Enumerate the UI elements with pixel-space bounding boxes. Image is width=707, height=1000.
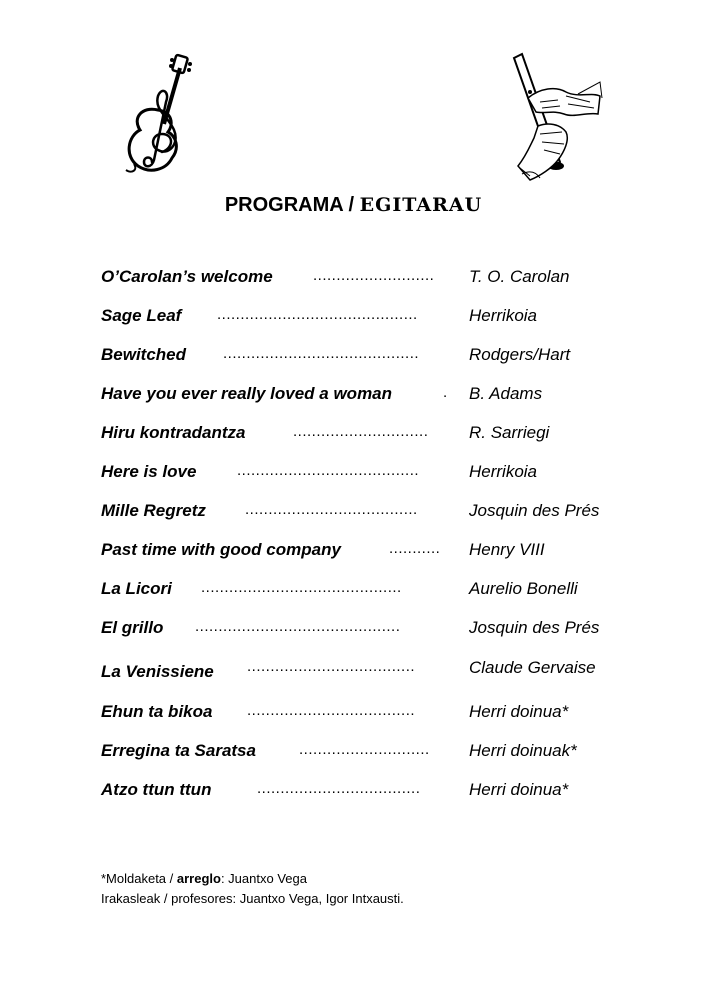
leader-dots: .......................................	[237, 462, 420, 479]
composer: Herrikoia	[469, 306, 538, 325]
arrangement-note	[101, 871, 307, 886]
leader-dots: ............................................	[195, 618, 401, 635]
program-row	[101, 702, 621, 728]
piece-title: El grillo	[101, 618, 164, 637]
program-row	[101, 658, 621, 684]
leader-dots: ...........	[389, 540, 441, 557]
composer: Herri doinua*	[469, 702, 569, 721]
program-row	[101, 384, 621, 410]
arrangement-bold: arreglo	[176, 871, 221, 886]
program-row	[101, 618, 621, 644]
program-row	[101, 306, 621, 332]
composer: B. Adams	[469, 384, 543, 403]
program-row	[101, 741, 621, 767]
composer: Rodgers/Hart	[469, 345, 571, 364]
piece-title: Hiru kontradantza	[101, 423, 246, 442]
piece-title: Mille Regretz	[101, 501, 206, 520]
composer: Henry VIII	[469, 540, 545, 559]
program-row	[101, 345, 621, 371]
composer: Aurelio Bonelli	[469, 579, 578, 598]
piece-title: O’Carolan’s welcome	[101, 267, 273, 286]
composer: Herri doinua*	[469, 780, 569, 799]
composer: Josquin des Prés	[469, 618, 600, 637]
program-title	[0, 194, 707, 217]
piece-title: Have you ever really loved a woman	[101, 384, 393, 403]
piece-title: Sage Leaf	[101, 306, 182, 325]
program-row	[101, 267, 621, 293]
composer: R. Sarriegi	[469, 423, 550, 442]
leader-dots: ....................................	[247, 702, 416, 719]
piece-title: Ehun ta bikoa	[101, 702, 213, 721]
piece-title: La Licori	[101, 579, 172, 598]
leader-dots: ...........................................	[201, 579, 402, 596]
piece-title: Atzo ttun ttun	[101, 780, 212, 799]
piece-title: Erregina ta Saratsa	[101, 741, 256, 760]
leader-dots: ..........................................	[223, 345, 420, 362]
title-basque: EGITARAU	[359, 194, 483, 216]
arrangement-suffix: : Juantxo Vega	[220, 871, 307, 886]
program-row	[101, 780, 621, 806]
leader-dots: .............................	[293, 423, 429, 440]
arrangement-prefix: *Moldaketa /	[101, 871, 177, 886]
composer: Herri doinuak*	[469, 741, 577, 760]
piece-title: Past time with good company	[101, 540, 341, 559]
program-row	[101, 540, 621, 566]
guitar-treble-clef-illustration	[118, 52, 204, 176]
leader-dots: ...................................	[257, 780, 421, 797]
leader-dots: .	[443, 384, 448, 401]
piece-title: Here is love	[101, 462, 197, 481]
composer: Herrikoia	[469, 462, 538, 481]
teachers-note: Irakasleak / profesores: Juantxo Vega, Igor Intxausti.	[101, 891, 404, 906]
piece-title: La Venissiene	[101, 662, 214, 681]
program-row	[101, 423, 621, 449]
piece-title: Bewitched	[101, 345, 187, 364]
recorder-hands-illustration	[500, 52, 604, 186]
leader-dots: ...........................................	[217, 306, 418, 323]
leader-dots: ............................	[299, 741, 430, 758]
leader-dots: ....................................	[247, 658, 416, 675]
composer: Josquin des Prés	[469, 501, 600, 520]
program-row	[101, 462, 621, 488]
leader-dots: .....................................	[245, 501, 418, 518]
composer: Claude Gervaise	[469, 658, 596, 677]
leader-dots: ..........................	[313, 267, 435, 284]
composer: T. O. Carolan	[469, 267, 570, 286]
title-spanish: PROGRAMA /	[224, 194, 360, 216]
program-row	[101, 579, 621, 605]
program-row	[101, 501, 621, 527]
